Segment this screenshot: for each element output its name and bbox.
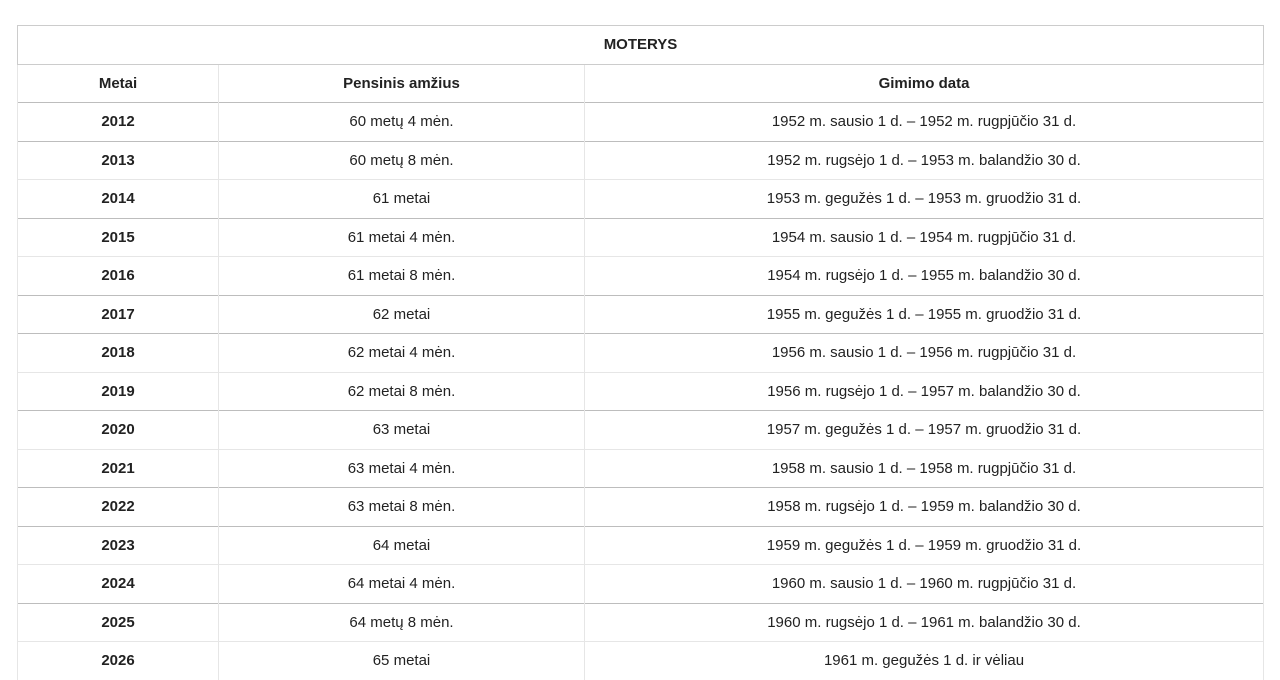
table-row [18,103,1264,142]
cell-year: 2020 [18,411,219,450]
cell-year: 2014 [18,180,219,219]
pension-age-table [17,25,1264,680]
cell-birth-date: 1954 m. rugsėjo 1 d. – 1955 m. balandžio 30 d. [585,257,1264,296]
cell-birth-date: 1956 m. rugsėjo 1 d. – 1957 m. balandžio 30 d. [585,372,1264,411]
cell-pension-age: 63 metai 8 mėn. [219,488,585,527]
table-row [18,603,1264,642]
cell-pension-age: 63 metai 4 mėn. [219,449,585,488]
cell-birth-date: 1952 m. sausio 1 d. – 1952 m. rugpjūčio 31 d. [585,103,1264,142]
cell-birth-date: 1954 m. sausio 1 d. – 1954 m. rugpjūčio 31 d. [585,218,1264,257]
cell-year: 2012 [18,103,219,142]
table-row [18,257,1264,296]
table-row [18,295,1264,334]
cell-pension-age: 65 metai [219,642,585,680]
cell-pension-age: 64 metų 8 mėn. [219,603,585,642]
cell-pension-age: 62 metai [219,295,585,334]
cell-year: 2022 [18,488,219,527]
cell-year: 2026 [18,642,219,680]
cell-birth-date: 1959 m. gegužės 1 d. – 1959 m. gruodžio 31 d. [585,526,1264,565]
cell-birth-date: 1958 m. sausio 1 d. – 1958 m. rugpjūčio 31 d. [585,449,1264,488]
cell-birth-date: 1957 m. gegužės 1 d. – 1957 m. gruodžio 31 d. [585,411,1264,450]
table-row [18,411,1264,450]
cell-pension-age: 61 metai 4 mėn. [219,218,585,257]
cell-pension-age: 64 metai [219,526,585,565]
cell-year: 2015 [18,218,219,257]
table-row [18,334,1264,373]
cell-year: 2017 [18,295,219,334]
column-header-pension-age: Pensinis amžius [219,64,585,103]
cell-year: 2024 [18,565,219,604]
cell-year: 2019 [18,372,219,411]
column-header-birth-date: Gimimo data [585,64,1264,103]
table-row [18,565,1264,604]
cell-year: 2025 [18,603,219,642]
cell-birth-date: 1956 m. sausio 1 d. – 1956 m. rugpjūčio 31 d. [585,334,1264,373]
table-row [18,180,1264,219]
cell-pension-age: 64 metai 4 mėn. [219,565,585,604]
cell-birth-date: 1952 m. rugsėjo 1 d. – 1953 m. balandžio 30 d. [585,141,1264,180]
cell-birth-date: 1960 m. rugsėjo 1 d. – 1961 m. balandžio 30 d. [585,603,1264,642]
cell-pension-age: 61 metai [219,180,585,219]
table-title-row [18,26,1264,65]
table-row [18,218,1264,257]
cell-year: 2013 [18,141,219,180]
cell-pension-age: 60 metų 4 mėn. [219,103,585,142]
table-row [18,642,1264,680]
table-row [18,372,1264,411]
cell-year: 2018 [18,334,219,373]
cell-pension-age: 61 metai 8 mėn. [219,257,585,296]
pension-age-table-container [17,25,1263,680]
cell-birth-date: 1958 m. rugsėjo 1 d. – 1959 m. balandžio 30 d. [585,488,1264,527]
table-header-row [18,64,1264,103]
table-title: MOTERYS [18,26,1264,65]
cell-birth-date: 1953 m. gegužės 1 d. – 1953 m. gruodžio 31 d. [585,180,1264,219]
column-header-year: Metai [18,64,219,103]
cell-year: 2021 [18,449,219,488]
cell-year: 2016 [18,257,219,296]
table-row [18,141,1264,180]
cell-birth-date: 1960 m. sausio 1 d. – 1960 m. rugpjūčio 31 d. [585,565,1264,604]
cell-birth-date: 1961 m. gegužės 1 d. ir vėliau [585,642,1264,680]
cell-year: 2023 [18,526,219,565]
table-row [18,526,1264,565]
cell-pension-age: 62 metai 8 mėn. [219,372,585,411]
cell-pension-age: 60 metų 8 mėn. [219,141,585,180]
table-row [18,449,1264,488]
table-row [18,488,1264,527]
cell-birth-date: 1955 m. gegužės 1 d. – 1955 m. gruodžio 31 d. [585,295,1264,334]
cell-pension-age: 63 metai [219,411,585,450]
cell-pension-age: 62 metai 4 mėn. [219,334,585,373]
